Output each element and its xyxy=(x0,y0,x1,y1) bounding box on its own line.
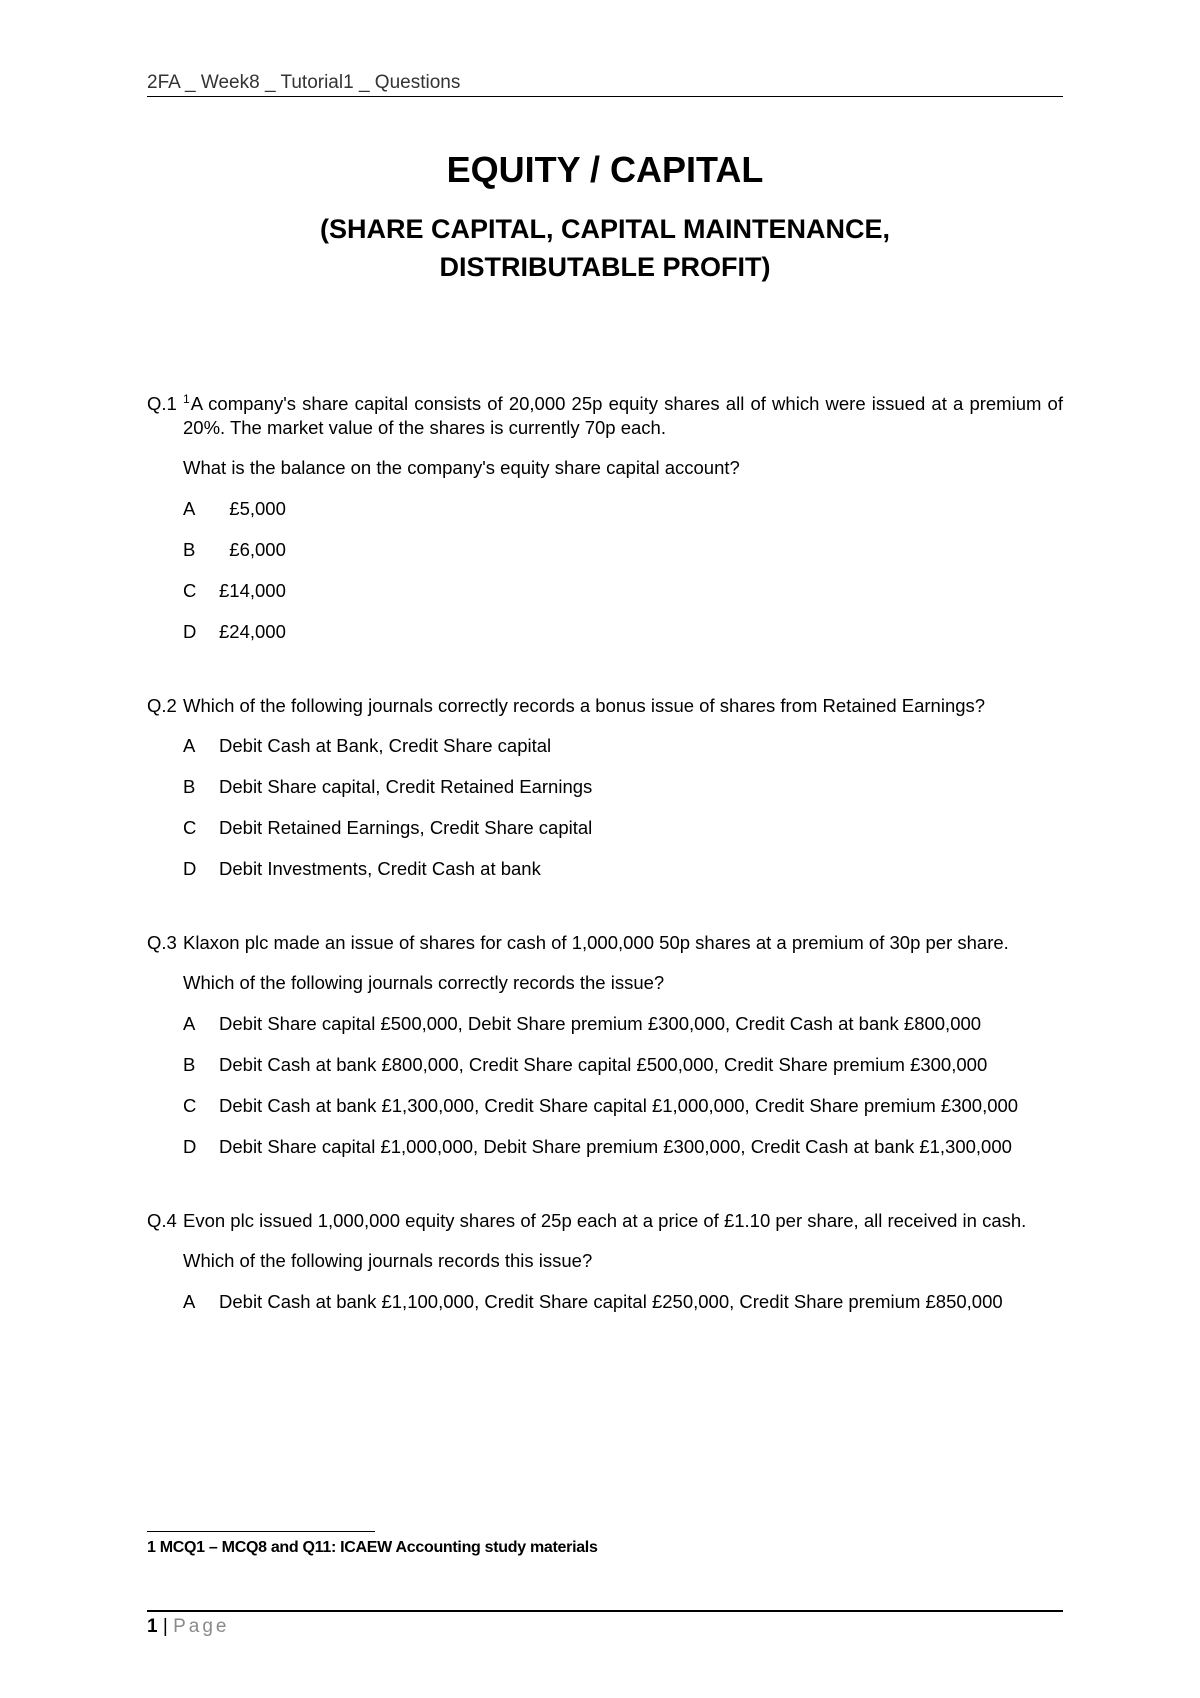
question-text: Which of the following journals correctly records a bonus issue of shares from Retained Earnings? xyxy=(183,695,986,716)
question-stem xyxy=(147,1209,1063,1233)
question-stem xyxy=(147,392,1063,440)
page-number: 1 xyxy=(147,1616,158,1637)
option-letter: C xyxy=(183,1095,197,1116)
question-number: Q.1 xyxy=(147,393,177,414)
option-text: Debit Share capital, Credit Retained Earnings xyxy=(219,776,593,797)
option-letter: B xyxy=(183,776,196,797)
option-letter: B xyxy=(183,1054,196,1075)
question-2 xyxy=(147,694,1063,881)
option-text: Debit Share capital £500,000, Debit Share premium £300,000, Credit Cash at bank £800,000 xyxy=(219,1013,982,1034)
page-label: Page xyxy=(173,1616,230,1637)
footnote: 1 MCQ1 – MCQ8 and Q11: ICAEW Accounting study materials xyxy=(147,1539,598,1556)
question-text: A company's share capital consists of 20,000 25p equity shares all of which were issued at a premium of 20%. The market value of the shares is currently 70p each. xyxy=(183,393,1063,438)
option-text: Debit Cash at bank £1,100,000, Credit Share capital £250,000, Credit Share premium £850,000 xyxy=(219,1291,1003,1312)
option-letter: B xyxy=(183,539,196,560)
option-b xyxy=(147,538,1063,562)
option-letter: D xyxy=(183,621,197,642)
option-text: Debit Cash at bank £1,300,000, Credit Share capital £1,000,000, Credit Share premium £300,000 xyxy=(219,1095,1019,1116)
option-c xyxy=(147,816,1063,840)
option-c xyxy=(147,1094,1063,1118)
subtitle-line: (SHARE CAPITAL, CAPITAL MAINTENANCE, xyxy=(320,214,890,244)
option-b xyxy=(147,775,1063,799)
option-text: Debit Investments, Credit Cash at bank xyxy=(219,858,541,879)
question-list xyxy=(147,392,1063,1314)
option-letter: A xyxy=(183,1013,196,1034)
option-d xyxy=(147,620,1063,644)
question-4 xyxy=(147,1209,1063,1314)
question-1 xyxy=(147,392,1063,644)
option-a xyxy=(147,1012,1063,1036)
option-c xyxy=(147,579,1063,603)
option-a xyxy=(147,1290,1063,1314)
question-number: Q.2 xyxy=(147,695,177,716)
question-text: Evon plc issued 1,000,000 equity shares of 25p each at a price of £1.10 per share, all received in cash. xyxy=(183,1210,1027,1231)
running-header: 2FA _ Week8 _ Tutorial1 _ Questions xyxy=(147,72,1063,97)
option-d xyxy=(147,857,1063,881)
option-d xyxy=(147,1135,1063,1159)
page-footer xyxy=(147,1616,229,1638)
question-stem xyxy=(147,931,1063,955)
footnote-reference[interactable]: 1 xyxy=(183,391,190,406)
footnote-divider xyxy=(147,1531,375,1532)
question-text: Klaxon plc made an issue of shares for cash of 1,000,000 50p shares at a premium of 30p per share. xyxy=(183,932,1009,953)
subtitle-line: DISTRIBUTABLE PROFIT) xyxy=(439,252,771,282)
option-text: Debit Cash at bank £800,000, Credit Share capital £500,000, Credit Share premium £300,000 xyxy=(219,1054,988,1075)
option-letter: C xyxy=(183,580,197,601)
question-prompt: Which of the following journals correctly records the issue? xyxy=(183,972,665,993)
option-text: £5,000 xyxy=(219,498,286,519)
option-text: £6,000 xyxy=(219,539,286,560)
option-letter: C xyxy=(183,817,197,838)
option-letter: A xyxy=(183,735,196,756)
option-b xyxy=(147,1053,1063,1077)
option-text: Debit Share capital £1,000,000, Debit Share premium £300,000, Credit Cash at bank £1,300,000 xyxy=(219,1136,1012,1157)
option-text: £24,000 xyxy=(219,621,286,642)
question-prompt: Which of the following journals records this issue? xyxy=(183,1250,593,1271)
page-subtitle xyxy=(147,210,1063,286)
option-a xyxy=(147,497,1063,521)
question-3 xyxy=(147,931,1063,1159)
question-stem xyxy=(147,694,1063,718)
option-letter: A xyxy=(183,498,196,519)
footer-separator: | xyxy=(157,1616,174,1637)
option-text: Debit Retained Earnings, Credit Share capital xyxy=(219,817,593,838)
option-letter: D xyxy=(183,1136,197,1157)
question-number: Q.4 xyxy=(147,1210,177,1231)
title-block xyxy=(147,148,1063,286)
option-text: Debit Cash at Bank, Credit Share capital xyxy=(219,735,552,756)
option-a xyxy=(147,734,1063,758)
question-prompt: What is the balance on the company's equity share capital account? xyxy=(183,457,740,478)
option-letter: A xyxy=(183,1291,196,1312)
option-text: £14,000 xyxy=(219,580,286,601)
footer-divider xyxy=(147,1610,1063,1612)
option-letter: D xyxy=(183,858,197,879)
question-number: Q.3 xyxy=(147,932,177,953)
page-title: EQUITY / CAPITAL xyxy=(446,149,764,190)
